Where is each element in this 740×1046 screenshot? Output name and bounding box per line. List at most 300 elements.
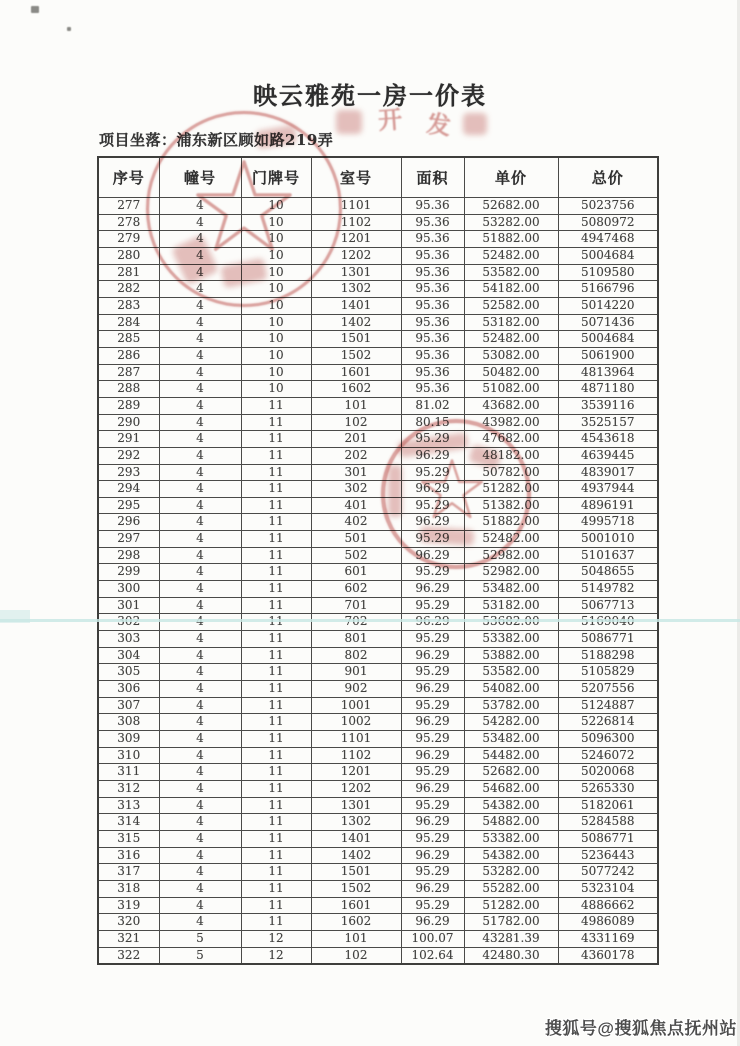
table-row xyxy=(98,614,658,631)
cell-building-no: 4 xyxy=(159,447,241,464)
cell-area: 95.36 xyxy=(401,381,464,398)
cell-area: 95.36 xyxy=(401,264,464,281)
cell-building-no: 4 xyxy=(159,198,241,215)
cell-room-no: 1201 xyxy=(311,764,401,781)
cell-serial-no: 305 xyxy=(98,664,159,681)
cell-area: 96.29 xyxy=(401,814,464,831)
cell-unit-price: 54482.00 xyxy=(464,747,558,764)
cell-door-no: 11 xyxy=(241,697,311,714)
page-title: 映云雅苑一房一价表 xyxy=(253,81,487,110)
table-row xyxy=(98,914,658,931)
cell-serial-no: 299 xyxy=(98,564,159,581)
cell-unit-price: 52982.00 xyxy=(464,564,558,581)
table-row xyxy=(98,597,658,614)
cell-building-no: 4 xyxy=(159,780,241,797)
cell-area: 95.29 xyxy=(401,797,464,814)
table-row xyxy=(98,264,658,281)
cell-unit-price: 48182.00 xyxy=(464,447,558,464)
cell-room-no: 1302 xyxy=(311,281,401,298)
cell-building-no: 4 xyxy=(159,547,241,564)
cell-area: 95.36 xyxy=(401,214,464,231)
cell-serial-no: 291 xyxy=(98,431,159,448)
cell-serial-no: 290 xyxy=(98,414,159,431)
table-row xyxy=(98,314,658,331)
table-row xyxy=(98,664,658,681)
cell-total-price: 5014220 xyxy=(558,297,658,314)
cell-unit-price: 53482.00 xyxy=(464,731,558,748)
cell-room-no: 302 xyxy=(311,481,401,498)
cell-room-no: 402 xyxy=(311,514,401,531)
table-row xyxy=(98,331,658,348)
table-row xyxy=(98,514,658,531)
cell-door-no: 11 xyxy=(241,714,311,731)
cell-total-price: 3525157 xyxy=(558,414,658,431)
cell-area: 95.36 xyxy=(401,247,464,264)
cell-total-price: 5004684 xyxy=(558,247,658,264)
cell-area: 96.29 xyxy=(401,447,464,464)
cell-room-no: 1602 xyxy=(311,914,401,931)
cell-unit-price: 51882.00 xyxy=(464,231,558,248)
cell-unit-price: 51382.00 xyxy=(464,497,558,514)
cell-room-no: 1101 xyxy=(311,198,401,215)
cell-area: 95.36 xyxy=(401,331,464,348)
cell-room-no: 801 xyxy=(311,631,401,648)
cell-room-no: 1001 xyxy=(311,697,401,714)
cell-serial-no: 281 xyxy=(98,264,159,281)
cell-door-no: 11 xyxy=(241,564,311,581)
cell-total-price: 3539116 xyxy=(558,397,658,414)
cell-unit-price: 50782.00 xyxy=(464,464,558,481)
cell-area: 96.29 xyxy=(401,581,464,598)
cell-serial-no: 286 xyxy=(98,347,159,364)
cell-total-price: 5105829 xyxy=(558,664,658,681)
cyan-divider-line xyxy=(0,619,740,622)
table-row xyxy=(98,647,658,664)
cell-serial-no: 314 xyxy=(98,814,159,831)
cell-unit-price: 51082.00 xyxy=(464,381,558,398)
cell-total-price: 5284588 xyxy=(558,814,658,831)
cell-area: 80.15 xyxy=(401,414,464,431)
cell-door-no: 11 xyxy=(241,631,311,648)
cell-room-no: 1402 xyxy=(311,314,401,331)
cell-room-no: 602 xyxy=(311,581,401,598)
table-header xyxy=(98,157,658,198)
table-row xyxy=(98,714,658,731)
cell-building-no: 4 xyxy=(159,830,241,847)
cell-door-no: 11 xyxy=(241,764,311,781)
seal-arc-char: 发 xyxy=(425,108,453,141)
cell-unit-price: 51282.00 xyxy=(464,481,558,498)
cell-unit-price: 54282.00 xyxy=(464,714,558,731)
cell-door-no: 11 xyxy=(241,464,311,481)
cell-unit-price: 53582.00 xyxy=(464,264,558,281)
cell-building-no: 5 xyxy=(159,947,241,964)
cell-serial-no: 320 xyxy=(98,914,159,931)
cell-area: 95.29 xyxy=(401,497,464,514)
cell-area: 96.29 xyxy=(401,780,464,797)
cell-total-price: 5124887 xyxy=(558,697,658,714)
cell-serial-no: 296 xyxy=(98,514,159,531)
cell-room-no: 1501 xyxy=(311,331,401,348)
cell-area: 95.29 xyxy=(401,697,464,714)
cell-building-no: 4 xyxy=(159,231,241,248)
cell-unit-price: 52682.00 xyxy=(464,198,558,215)
price-table xyxy=(97,156,659,965)
cell-serial-no: 284 xyxy=(98,314,159,331)
cell-serial-no: 317 xyxy=(98,864,159,881)
cell-door-no: 11 xyxy=(241,531,311,548)
cell-door-no: 11 xyxy=(241,847,311,864)
cell-building-no: 4 xyxy=(159,664,241,681)
cell-room-no: 1402 xyxy=(311,847,401,864)
cell-building-no xyxy=(159,614,241,631)
table-row xyxy=(98,497,658,514)
cell-unit-price: 50482.00 xyxy=(464,364,558,381)
table-row xyxy=(98,581,658,598)
header-total-price: 总价 xyxy=(558,157,658,198)
cell-room-no: 502 xyxy=(311,547,401,564)
cell-area: 95.29 xyxy=(401,597,464,614)
cell-unit-price: 43281.39 xyxy=(464,930,558,947)
table-row xyxy=(98,631,658,648)
table-row xyxy=(98,697,658,714)
cell-room-no: 1202 xyxy=(311,780,401,797)
cell-total-price: 5086771 xyxy=(558,631,658,648)
cell-building-no: 4 xyxy=(159,697,241,714)
cell-room-no xyxy=(311,614,401,631)
cell-total-price xyxy=(558,614,658,631)
cell-unit-price: 47682.00 xyxy=(464,431,558,448)
header-door-no: 门牌号 xyxy=(241,157,311,198)
cell-door-no: 10 xyxy=(241,247,311,264)
cell-room-no: 1101 xyxy=(311,731,401,748)
cell-serial-no: 287 xyxy=(98,364,159,381)
cell-total-price: 4360178 xyxy=(558,947,658,964)
cell-building-no: 4 xyxy=(159,864,241,881)
cell-serial-no: 285 xyxy=(98,331,159,348)
cell-total-price: 5236443 xyxy=(558,847,658,864)
cell-building-no: 4 xyxy=(159,631,241,648)
cell-serial-no: 277 xyxy=(98,198,159,215)
cell-serial-no: 315 xyxy=(98,830,159,847)
cell-building-no: 4 xyxy=(159,247,241,264)
cell-total-price: 5067713 xyxy=(558,597,658,614)
cell-area: 95.29 xyxy=(401,764,464,781)
cell-unit-price: 54182.00 xyxy=(464,281,558,298)
cell-total-price: 5207556 xyxy=(558,681,658,698)
cell-total-price: 5323104 xyxy=(558,880,658,897)
cell-serial-no: 313 xyxy=(98,797,159,814)
cell-area: 95.36 xyxy=(401,347,464,364)
cell-door-no: 11 xyxy=(241,830,311,847)
cell-area: 95.29 xyxy=(401,631,464,648)
cell-serial-no: 282 xyxy=(98,281,159,298)
cell-serial-no: 289 xyxy=(98,397,159,414)
cell-unit-price: 53882.00 xyxy=(464,647,558,664)
cell-building-no: 4 xyxy=(159,814,241,831)
cell-area: 95.29 xyxy=(401,731,464,748)
cell-total-price: 5048655 xyxy=(558,564,658,581)
scan-speck xyxy=(31,6,39,13)
cell-area: 95.36 xyxy=(401,297,464,314)
cell-total-price: 4886662 xyxy=(558,897,658,914)
cell-room-no: 902 xyxy=(311,681,401,698)
cell-door-no: 10 xyxy=(241,314,311,331)
table-row xyxy=(98,397,658,414)
cell-area: 96.29 xyxy=(401,880,464,897)
header-serial-no: 序号 xyxy=(98,157,159,198)
cell-door-no: 11 xyxy=(241,681,311,698)
cell-unit-price: 53282.00 xyxy=(464,214,558,231)
cell-unit-price: 51882.00 xyxy=(464,514,558,531)
project-location: 项目坐落：浦东新区顾如路219弄 xyxy=(99,131,334,149)
cell-total-price: 4331169 xyxy=(558,930,658,947)
cell-area: 95.29 xyxy=(401,531,464,548)
cell-unit-price: 53182.00 xyxy=(464,597,558,614)
cell-unit-price: 53082.00 xyxy=(464,347,558,364)
table-row xyxy=(98,464,658,481)
cell-room-no: 1401 xyxy=(311,830,401,847)
cell-door-no: 11 xyxy=(241,897,311,914)
cell-serial-no: 310 xyxy=(98,747,159,764)
cell-building-no: 4 xyxy=(159,364,241,381)
cell-area: 96.29 xyxy=(401,847,464,864)
cell-door-no: 11 xyxy=(241,581,311,598)
cell-door-no: 11 xyxy=(241,447,311,464)
cell-door-no: 11 xyxy=(241,547,311,564)
cell-room-no: 601 xyxy=(311,564,401,581)
cell-area: 96.29 xyxy=(401,647,464,664)
cell-unit-price: 54882.00 xyxy=(464,814,558,831)
table-row xyxy=(98,681,658,698)
cell-area: 95.36 xyxy=(401,364,464,381)
cell-unit-price: 53382.00 xyxy=(464,631,558,648)
cell-area: 81.02 xyxy=(401,397,464,414)
table-row xyxy=(98,814,658,831)
cell-serial-no: 294 xyxy=(98,481,159,498)
cell-total-price: 4947468 xyxy=(558,231,658,248)
cell-door-no: 11 xyxy=(241,747,311,764)
cell-serial-no: 318 xyxy=(98,880,159,897)
table-row xyxy=(98,364,658,381)
cell-room-no: 401 xyxy=(311,497,401,514)
cell-unit-price: 53482.00 xyxy=(464,581,558,598)
cell-serial-no: 307 xyxy=(98,697,159,714)
cell-serial-no: 279 xyxy=(98,231,159,248)
cell-room-no: 201 xyxy=(311,431,401,448)
cell-door-no: 11 xyxy=(241,514,311,531)
table-row xyxy=(98,198,658,215)
cell-unit-price: 53182.00 xyxy=(464,314,558,331)
cell-door-no: 10 xyxy=(241,281,311,298)
table-row xyxy=(98,930,658,947)
cell-unit-price: 54082.00 xyxy=(464,681,558,698)
cell-door-no: 11 xyxy=(241,731,311,748)
cell-door-no: 11 xyxy=(241,914,311,931)
cell-total-price: 4839017 xyxy=(558,464,658,481)
cell-building-no: 4 xyxy=(159,764,241,781)
cell-door-no: 11 xyxy=(241,814,311,831)
cell-door-no: 10 xyxy=(241,214,311,231)
cell-unit-price: 42480.30 xyxy=(464,947,558,964)
cell-unit-price: 53582.00 xyxy=(464,664,558,681)
cell-serial-no: 297 xyxy=(98,531,159,548)
cell-door-no: 11 xyxy=(241,780,311,797)
cell-building-no: 4 xyxy=(159,214,241,231)
cell-serial-no: 316 xyxy=(98,847,159,864)
cell-building-no: 4 xyxy=(159,464,241,481)
cell-total-price: 5265330 xyxy=(558,780,658,797)
table-row xyxy=(98,880,658,897)
cell-serial-no: 298 xyxy=(98,547,159,564)
cell-building-no: 4 xyxy=(159,681,241,698)
cell-total-price: 4896191 xyxy=(558,497,658,514)
cell-serial-no: 280 xyxy=(98,247,159,264)
cell-total-price: 5001010 xyxy=(558,531,658,548)
cell-unit-price: 54382.00 xyxy=(464,847,558,864)
cell-door-no: 10 xyxy=(241,364,311,381)
cell-serial-no: 306 xyxy=(98,681,159,698)
table-row xyxy=(98,347,658,364)
table-row xyxy=(98,830,658,847)
cell-door-no: 10 xyxy=(241,264,311,281)
cell-total-price: 5077242 xyxy=(558,864,658,881)
table-row xyxy=(98,864,658,881)
cell-serial-no: 308 xyxy=(98,714,159,731)
cell-building-no: 4 xyxy=(159,331,241,348)
cell-room-no: 1601 xyxy=(311,364,401,381)
cell-building-no: 4 xyxy=(159,714,241,731)
cell-unit-price: 52482.00 xyxy=(464,247,558,264)
cell-building-no: 4 xyxy=(159,581,241,598)
cell-serial-no: 283 xyxy=(98,297,159,314)
table-row xyxy=(98,247,658,264)
cell-unit-price: 53282.00 xyxy=(464,864,558,881)
cell-serial-no: 278 xyxy=(98,214,159,231)
cell-room-no: 101 xyxy=(311,930,401,947)
cell-total-price: 4813964 xyxy=(558,364,658,381)
table-row xyxy=(98,431,658,448)
cell-area: 96.29 xyxy=(401,547,464,564)
cell-area: 95.36 xyxy=(401,231,464,248)
cell-unit-price: 53782.00 xyxy=(464,697,558,714)
cell-building-no: 4 xyxy=(159,431,241,448)
cell-total-price: 5166796 xyxy=(558,281,658,298)
cell-total-price: 5109580 xyxy=(558,264,658,281)
cell-building-no: 4 xyxy=(159,531,241,548)
cell-building-no: 4 xyxy=(159,731,241,748)
cell-room-no: 102 xyxy=(311,414,401,431)
cell-building-no: 5 xyxy=(159,930,241,947)
table-row xyxy=(98,297,658,314)
cell-total-price: 4543618 xyxy=(558,431,658,448)
cell-serial-no: 309 xyxy=(98,731,159,748)
cell-door-no: 11 xyxy=(241,497,311,514)
header-room-no: 室号 xyxy=(311,157,401,198)
cell-serial-no: 293 xyxy=(98,464,159,481)
table-row xyxy=(98,447,658,464)
cell-area: 95.29 xyxy=(401,664,464,681)
cell-total-price: 5071436 xyxy=(558,314,658,331)
cell-unit-price: 52682.00 xyxy=(464,764,558,781)
cell-door-no: 10 xyxy=(241,381,311,398)
table-row xyxy=(98,231,658,248)
cell-serial-no: 301 xyxy=(98,597,159,614)
table-row xyxy=(98,847,658,864)
cell-building-no: 4 xyxy=(159,314,241,331)
cell-unit-price: 52982.00 xyxy=(464,547,558,564)
cell-door-no: 11 xyxy=(241,414,311,431)
cell-door-no: 10 xyxy=(241,347,311,364)
cell-building-no: 4 xyxy=(159,747,241,764)
cell-total-price: 4639445 xyxy=(558,447,658,464)
cell-total-price: 5023756 xyxy=(558,198,658,215)
scan-speck xyxy=(67,27,71,31)
cell-total-price: 5004684 xyxy=(558,331,658,348)
cell-building-no: 4 xyxy=(159,564,241,581)
cell-area: 95.29 xyxy=(401,431,464,448)
cell-total-price: 5086771 xyxy=(558,830,658,847)
cell-building-no: 4 xyxy=(159,264,241,281)
table-row xyxy=(98,531,658,548)
cell-total-price: 4986089 xyxy=(558,914,658,931)
header-area: 面积 xyxy=(401,157,464,198)
cell-serial-no: 319 xyxy=(98,897,159,914)
cell-total-price: 5080972 xyxy=(558,214,658,231)
cell-room-no: 1102 xyxy=(311,747,401,764)
table-row xyxy=(98,564,658,581)
cell-building-no: 4 xyxy=(159,297,241,314)
cell-serial-no xyxy=(98,614,159,631)
cell-unit-price: 51282.00 xyxy=(464,897,558,914)
cell-building-no: 4 xyxy=(159,397,241,414)
cell-unit-price: 52582.00 xyxy=(464,297,558,314)
cell-door-no: 11 xyxy=(241,647,311,664)
cell-room-no: 1602 xyxy=(311,381,401,398)
cell-area: 95.36 xyxy=(401,198,464,215)
cell-room-no: 901 xyxy=(311,664,401,681)
cell-area: 100.07 xyxy=(401,930,464,947)
cell-building-no: 4 xyxy=(159,347,241,364)
cell-area: 95.29 xyxy=(401,830,464,847)
cell-total-price: 5061900 xyxy=(558,347,658,364)
cell-total-price: 5101637 xyxy=(558,547,658,564)
table-row xyxy=(98,780,658,797)
cell-unit-price: 43682.00 xyxy=(464,397,558,414)
cell-serial-no: 295 xyxy=(98,497,159,514)
cell-building-no: 4 xyxy=(159,481,241,498)
cell-total-price: 5246072 xyxy=(558,747,658,764)
table-row xyxy=(98,764,658,781)
cell-unit-price xyxy=(464,614,558,631)
cell-building-no: 4 xyxy=(159,647,241,664)
cell-serial-no: 321 xyxy=(98,930,159,947)
cell-area: 102.64 xyxy=(401,947,464,964)
cell-unit-price: 53382.00 xyxy=(464,830,558,847)
cell-room-no: 1301 xyxy=(311,797,401,814)
cell-area: 96.29 xyxy=(401,514,464,531)
cell-unit-price: 52482.00 xyxy=(464,331,558,348)
cell-door-no: 12 xyxy=(241,930,311,947)
cell-room-no: 1302 xyxy=(311,814,401,831)
table-row xyxy=(98,797,658,814)
cell-building-no: 4 xyxy=(159,414,241,431)
cell-total-price: 5226814 xyxy=(558,714,658,731)
cell-door-no xyxy=(241,614,311,631)
cell-building-no: 4 xyxy=(159,514,241,531)
cell-area: 95.29 xyxy=(401,464,464,481)
seal-arc-char: 开 xyxy=(377,104,404,135)
